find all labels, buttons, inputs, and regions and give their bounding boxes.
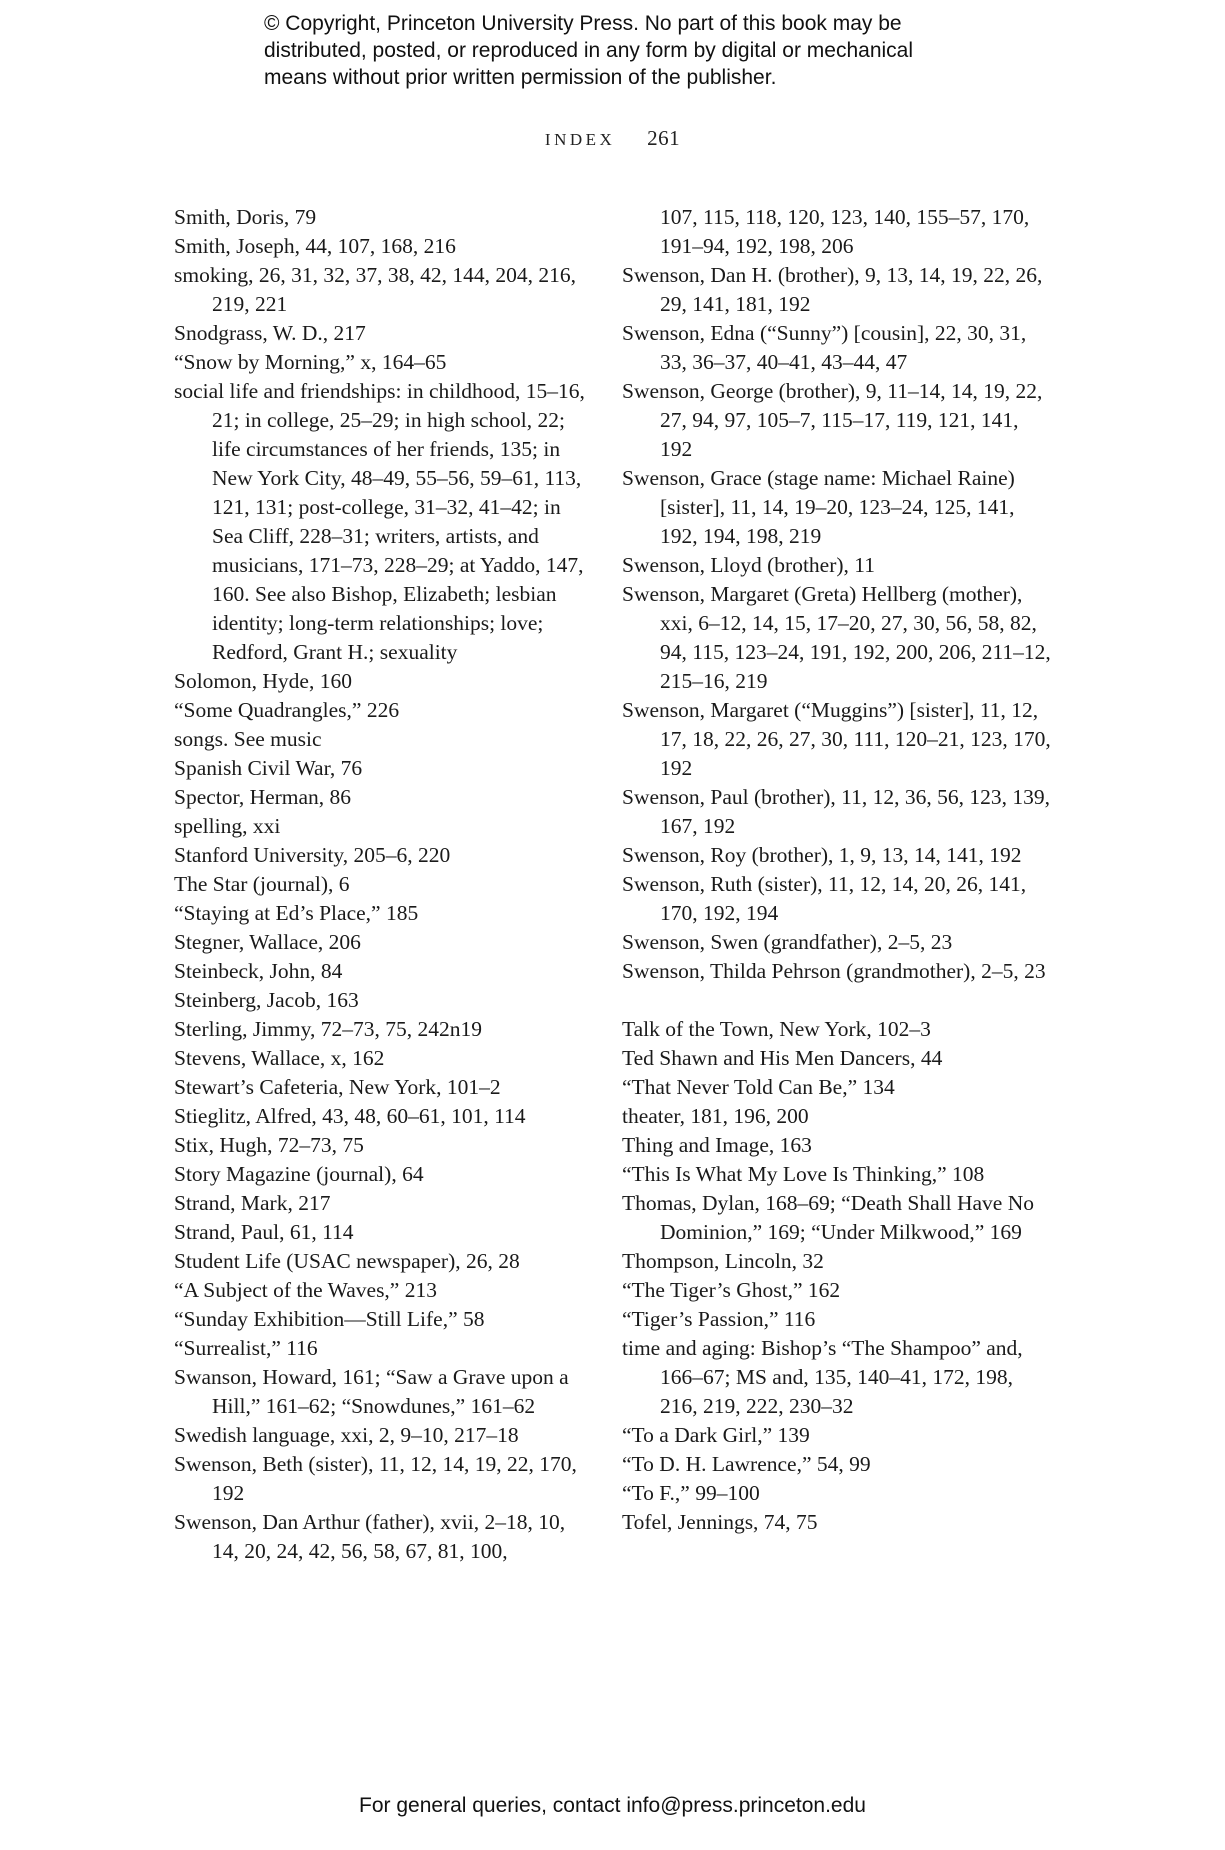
copyright-line: means without prior written permission of the publisher. (264, 66, 777, 89)
index-entry: Swenson, Margaret (Greta) Hellberg (mother), xxi, 6–12, 14, 15, 17–20, 27, 30, 56, 58, 82, 94, 115, 123–24, 191, 192, 200, 206, 211–12, 215–16, 219 (622, 582, 1051, 693)
index-entry: Swenson, Grace (stage name: Michael Raine) [sister], 11, 14, 19–20, 123–24, 125, 141, 192, 194, 198, 219 (622, 466, 1015, 548)
index-entry: time and aging: Bishop’s “The Shampoo” and, 166–67; MS and, 135, 140–41, 172, 198, 216, 219, 222, 230–32 (622, 1336, 1023, 1418)
index-entry: Smith, Doris, 79 (174, 205, 317, 229)
index-entry: Spanish Civil War, 76 (174, 756, 363, 780)
index-entry: Stieglitz, Alfred, 43, 48, 60–61, 101, 114 (174, 1104, 526, 1128)
index-entry: Student Life (USAC newspaper), 26, 28 (174, 1249, 520, 1273)
index-entry: “Tiger’s Passion,” 116 (622, 1307, 816, 1331)
index-entry: Talk of the Town, New York, 102–3 (622, 1017, 931, 1041)
index-entry: Swanson, Howard, 161; “Saw a Grave upon a Hill,” 161–62; “Snowdunes,” 161–62 (174, 1365, 569, 1418)
index-entry: Solomon, Hyde, 160 (174, 669, 352, 693)
index-entry: Swedish language, xxi, 2, 9–10, 217–18 (174, 1423, 519, 1447)
index-entry: Spector, Herman, 86 (174, 785, 352, 809)
index-entry: Swenson, Swen (grandfather), 2–5, 23 (622, 930, 953, 954)
index-entry: Swenson, Paul (brother), 11, 12, 36, 56, 123, 139, 167, 192 (622, 785, 1050, 838)
copyright-notice (264, 10, 1024, 91)
index-entry: “Some Quadrangles,” 226 (174, 698, 400, 722)
index-entry: Stanford University, 205–6, 220 (174, 843, 451, 867)
copyright-line: distributed, posted, or reproduced in any form by digital or mechanical (264, 39, 914, 62)
index-entry: “To a Dark Girl,” 139 (622, 1423, 810, 1447)
index-entry: Strand, Paul, 61, 114 (174, 1220, 354, 1244)
index-entry: Swenson, Dan Arthur (father), xvii, 2–18, 10, 14, 20, 24, 42, 56, 58, 67, 81, 100, (174, 1510, 566, 1563)
index-entry: social life and friendships: in childhood, 15–16, 21; in college, 25–29; in high school, 22; life circumstances of her friends, 135; in New York City, 48–49, 55–56, 59–61, 113, 121, 131; post-college, 31–32, 41–42; in Sea Cliff, 228–31; writers, artists, and musicians, 171–73, 228–29; at Yaddo, 147, 160. See also Bishop, Elizabeth; lesbian identity; long-term relationships; love; Redford, Grant H.; sexuality (174, 379, 585, 664)
running-head (0, 126, 1225, 151)
index-entry: Swenson, Margaret (“Muggins”) [sister], 11, 12, 17, 18, 22, 26, 27, 30, 111, 120–21, 123, 170, 192 (622, 698, 1051, 780)
index-entry: Swenson, Lloyd (brother), 11 (622, 553, 875, 577)
index-entry: “A Subject of the Waves,” 213 (174, 1278, 437, 1302)
index-entry: “This Is What My Love Is Thinking,” 108 (622, 1162, 985, 1186)
index-entry: “Snow by Morning,” x, 164–65 (174, 350, 447, 374)
index-entry: “Sunday Exhibition—Still Life,” 58 (174, 1307, 485, 1331)
index-entry: Sterling, Jimmy, 72–73, 75, 242n19 (174, 1017, 482, 1041)
index-entry: Stegner, Wallace, 206 (174, 930, 361, 954)
index-entry: “Surrealist,” 116 (174, 1336, 318, 1360)
index-entry: smoking, 26, 31, 32, 37, 38, 42, 144, 204, 216, 219, 221 (174, 263, 576, 316)
index-entry: Steinberg, Jacob, 163 (174, 988, 359, 1012)
index-entry: Swenson, Dan H. (brother), 9, 13, 14, 19, 22, 26, 29, 141, 181, 192 (622, 263, 1043, 316)
index-entry: Ted Shawn and His Men Dancers, 44 (622, 1046, 943, 1070)
index-entry: The Star (journal), 6 (174, 872, 350, 896)
index-entry: Story Magazine (journal), 64 (174, 1162, 424, 1186)
index-entry: “To F.,” 99–100 (622, 1481, 760, 1505)
index-entry: Steinbeck, John, 84 (174, 959, 343, 983)
index-entry: Smith, Joseph, 44, 107, 168, 216 (174, 234, 456, 258)
index-entry: Swenson, Edna (“Sunny”) [cousin], 22, 30, 31, 33, 36–37, 40–41, 43–44, 47 (622, 321, 1027, 374)
index-entry: “To D. H. Lawrence,” 54, 99 (622, 1452, 871, 1476)
section-title: INDEX (544, 130, 616, 149)
index-column-right (622, 203, 1052, 1537)
index-entry: theater, 181, 196, 200 (622, 1104, 809, 1128)
index-entry: Thing and Image, 163 (622, 1133, 812, 1157)
index-entry: Tofel, Jennings, 74, 75 (622, 1510, 818, 1534)
index-entry: “That Never Told Can Be,” 134 (622, 1075, 895, 1099)
index-entry: Swenson, Ruth (sister), 11, 12, 14, 20, 26, 141, 170, 192, 194 (622, 872, 1027, 925)
index-entry: spelling, xxi (174, 814, 281, 838)
index-entry-continued: 107, 115, 118, 120, 123, 140, 155–57, 170, 191–94, 192, 198, 206 (660, 205, 1030, 258)
footer-contact: For general queries, contact info@press.princeton.edu (359, 1794, 866, 1817)
index-entry: Stevens, Wallace, x, 162 (174, 1046, 385, 1070)
index-column-left (174, 203, 594, 1566)
index-entry: Swenson, Thilda Pehrson (grandmother), 2–5, 23 (622, 959, 1046, 983)
index-entry: “The Tiger’s Ghost,” 162 (622, 1278, 841, 1302)
page-number: 261 (647, 126, 681, 150)
index-entry: Stewart’s Cafeteria, New York, 101–2 (174, 1075, 501, 1099)
index-entry: songs. See music (174, 727, 322, 751)
index-entry: Swenson, Beth (sister), 11, 12, 14, 19, 22, 170, 192 (174, 1452, 577, 1505)
index-entry: “Staying at Ed’s Place,” 185 (174, 901, 419, 925)
copyright-line: © Copyright, Princeton University Press. No part of this book may be (264, 12, 902, 35)
letter-group-spacer (622, 986, 1052, 1015)
index-entry: Stix, Hugh, 72–73, 75 (174, 1133, 364, 1157)
index-entry: Swenson, George (brother), 9, 11–14, 14, 19, 22, 27, 94, 97, 105–7, 115–17, 119, 121, 141, 192 (622, 379, 1043, 461)
index-entry: Thomas, Dylan, 168–69; “Death Shall Have No Dominion,” 169; “Under Milkwood,” 169 (622, 1191, 1034, 1244)
index-entry: Snodgrass, W. D., 217 (174, 321, 366, 345)
index-entry: Thompson, Lincoln, 32 (622, 1249, 824, 1273)
index-entry: Swenson, Roy (brother), 1, 9, 13, 14, 141, 192 (622, 843, 1022, 867)
index-entry: Strand, Mark, 217 (174, 1191, 331, 1215)
